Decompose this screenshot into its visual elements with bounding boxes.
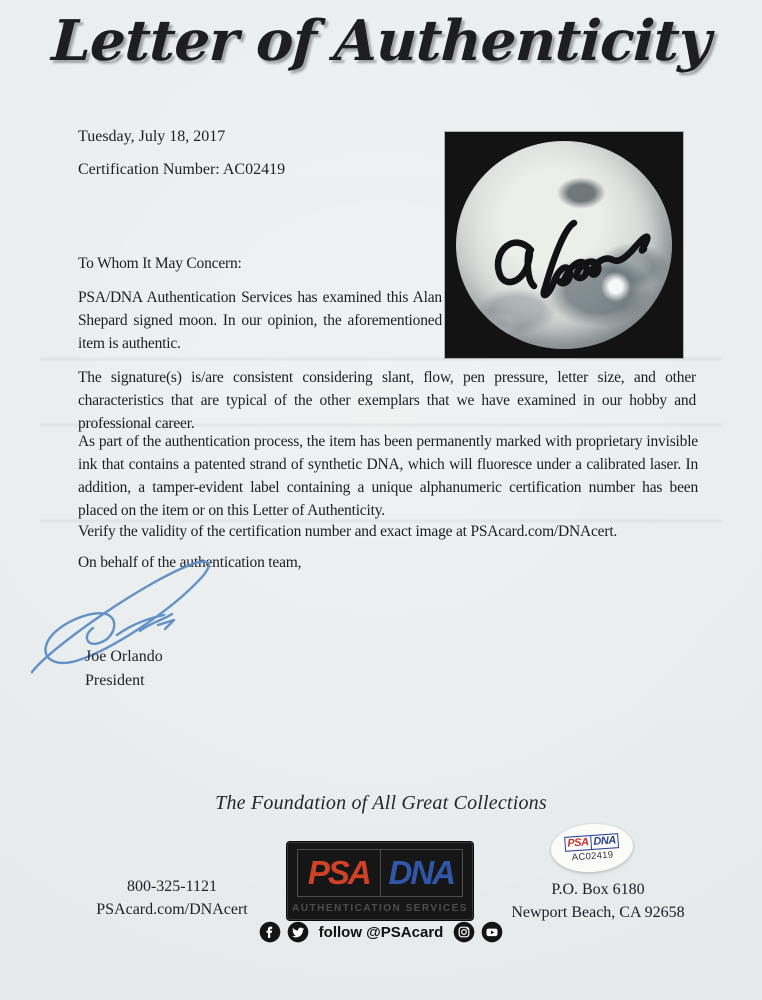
letter-date: Tuesday, July 18, 2017 [78,128,226,145]
instagram-icon [453,921,475,943]
signer-title: President [85,672,145,689]
city-state-zip: Newport Beach, CA 92658 [511,904,685,921]
foundation-tagline: The Foundation of All Great Collections [215,792,547,814]
paragraph-signature-consistency: The signature(s) is/are consistent considering slant, flow, pen pressure, letter size, and other characteristics that are typical of the other exemplars that we have examined in our hobby and professional career. [78,369,696,432]
psa-logo-text: PSA [298,850,381,896]
signed-moon-photo [445,132,683,358]
certification-number-line: Certification Number: AC02419 [78,161,286,178]
sticker-cert-number: AC02419 [571,849,614,863]
psa-dna-logo [287,842,473,920]
social-row [0,921,762,943]
scan-ripple [40,358,722,360]
website-url: PSAcard.com/DNAcert [96,901,248,918]
contact-left [52,875,292,921]
page-title: Letter of Authenticity [50,8,712,74]
twitter-icon [287,921,309,943]
paragraph-dna-marking: As part of the authentication process, the item has been permanently marked with proprietary invisible ink that contains a patented strand of synthetic DNA, which will fluoresce under a calibrated laser. In addition, a tamper-evident label containing a unique alphanumeric certification number has been placed on the item or on this Letter of Authenticity. [78,433,698,519]
dna-logo-text: DNA [388,854,454,891]
contact-right [478,878,718,924]
alan-shepard-signature [445,132,683,358]
facebook-icon [259,921,281,943]
paragraph-examined: PSA/DNA Authentication Services has examined this Alan Shepard signed moon. In our opinion, the aforementioned item is authentic. [78,289,442,352]
social-handle-text: follow @PSAcard [318,923,444,941]
signer-name: Joe Orlando [85,648,163,665]
tamper-evident-label [549,821,634,875]
paragraph-verify: Verify the validity of the certification number and exact image at PSAcard.com/DNAcert. [78,523,618,540]
psa-dna-logo-letters [297,849,463,897]
po-box: P.O. Box 6180 [551,881,645,898]
salutation: To Whom It May Concern: [78,255,242,272]
youtube-icon [481,921,503,943]
logo-subtitle: AUTHENTICATION SERVICES [292,903,468,914]
closing-line: On behalf of the authentication team, [78,554,302,571]
sticker-dna-text: DNA [593,833,617,848]
phone-number: 800-325-1121 [126,878,218,895]
sticker-psa-text: PSA [567,836,592,851]
